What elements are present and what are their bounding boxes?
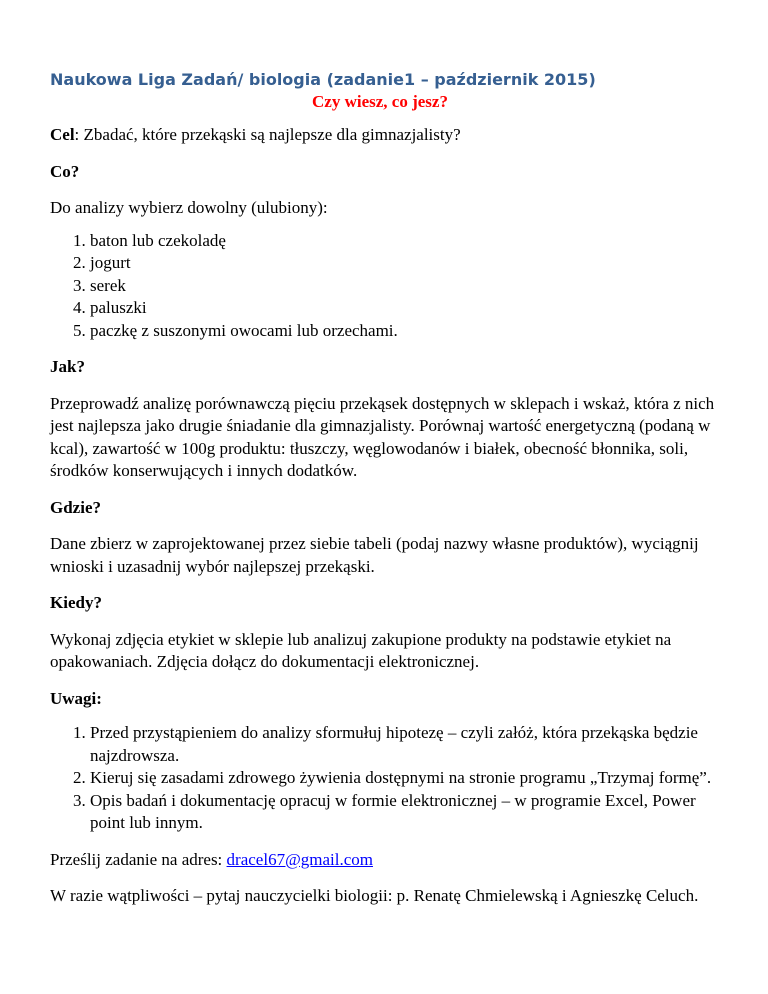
what-heading: Co? — [50, 161, 80, 181]
send-label: Prześlij zadanie na adres: — [50, 849, 227, 869]
how-heading: Jak? — [50, 357, 85, 376]
remarks-list — [50, 722, 718, 835]
what-intro: Do analizy wybierz dowolny (ulubiony): — [50, 198, 328, 217]
goal-label: Cel — [50, 125, 75, 144]
list-item: 2. jogurt — [90, 252, 718, 275]
document-subtitle: Czy wiesz, co jesz? — [312, 92, 448, 111]
remarks-heading: Uwagi: — [50, 688, 102, 708]
list-item: 5. paczkę z suszonymi owocami lub orzechami. — [90, 320, 718, 343]
list-item: 1. Przed przystąpieniem do analizy sformułuj hipotezę – czyli załóż, która przekąska będzie najzdrowsza. — [90, 722, 718, 767]
list-item: 3. serek — [90, 275, 718, 298]
document-title: Naukowa Liga Zadań/ biologia (zadanie1 – październik 2015) — [50, 70, 596, 89]
email-link[interactable]: dracel67@gmail.com — [226, 849, 373, 869]
when-text: Wykonaj zdjęcia etykiet w sklepie lub analizuj zakupione produkty na podstawie etykiet na opakowaniach. Zdjęcia dołącz do dokumentacji elektronicznej. — [50, 629, 672, 671]
list-item: 3. Opis badań i dokumentację opracuj w formie elektronicznej – w programie Excel, Power point lub innym. — [90, 790, 718, 835]
where-text: Dane zbierz w zaprojektowanej przez siebie tabeli (podaj nazwy własne produktów), wyciągnij wnioski i uzasadnij wybór najlepszej przekąski. — [50, 534, 699, 576]
goal-text: : Zbadać, które przekąski są najlepsze dla gimnazjalisty? — [74, 125, 461, 144]
where-heading: Gdzie? — [50, 497, 101, 517]
list-item: 1. baton lub czekoladę — [90, 230, 718, 253]
how-text: Przeprowadź analizę porównawczą pięciu przekąsek dostępnych w sklepach i wskaż, która z nich jest najlepsza jako drugie śniadanie dla gimnazjalisty. Porównaj wartość energetyczną (podaną w kcal), zawartość w 100g produktu: tłuszczy, węglowodanów i białek, obecność błonnika, soli, środków konserwujących i innych dodatków. — [50, 393, 715, 480]
send-paragraph — [50, 849, 718, 872]
list-item: 4. paluszki — [90, 297, 718, 320]
contact-text: W razie wątpliwości – pytaj nauczycielki biologii: p. Renatę Chmielewską i Agnieszkę Celuch. — [50, 886, 699, 905]
list-item: 2. Kieruj się zasadami zdrowego żywienia dostępnymi na stronie programu „Trzymaj formę”. — [90, 767, 718, 790]
when-heading: Kiedy? — [50, 593, 102, 612]
goal-paragraph — [50, 124, 718, 147]
snack-list — [50, 230, 718, 343]
